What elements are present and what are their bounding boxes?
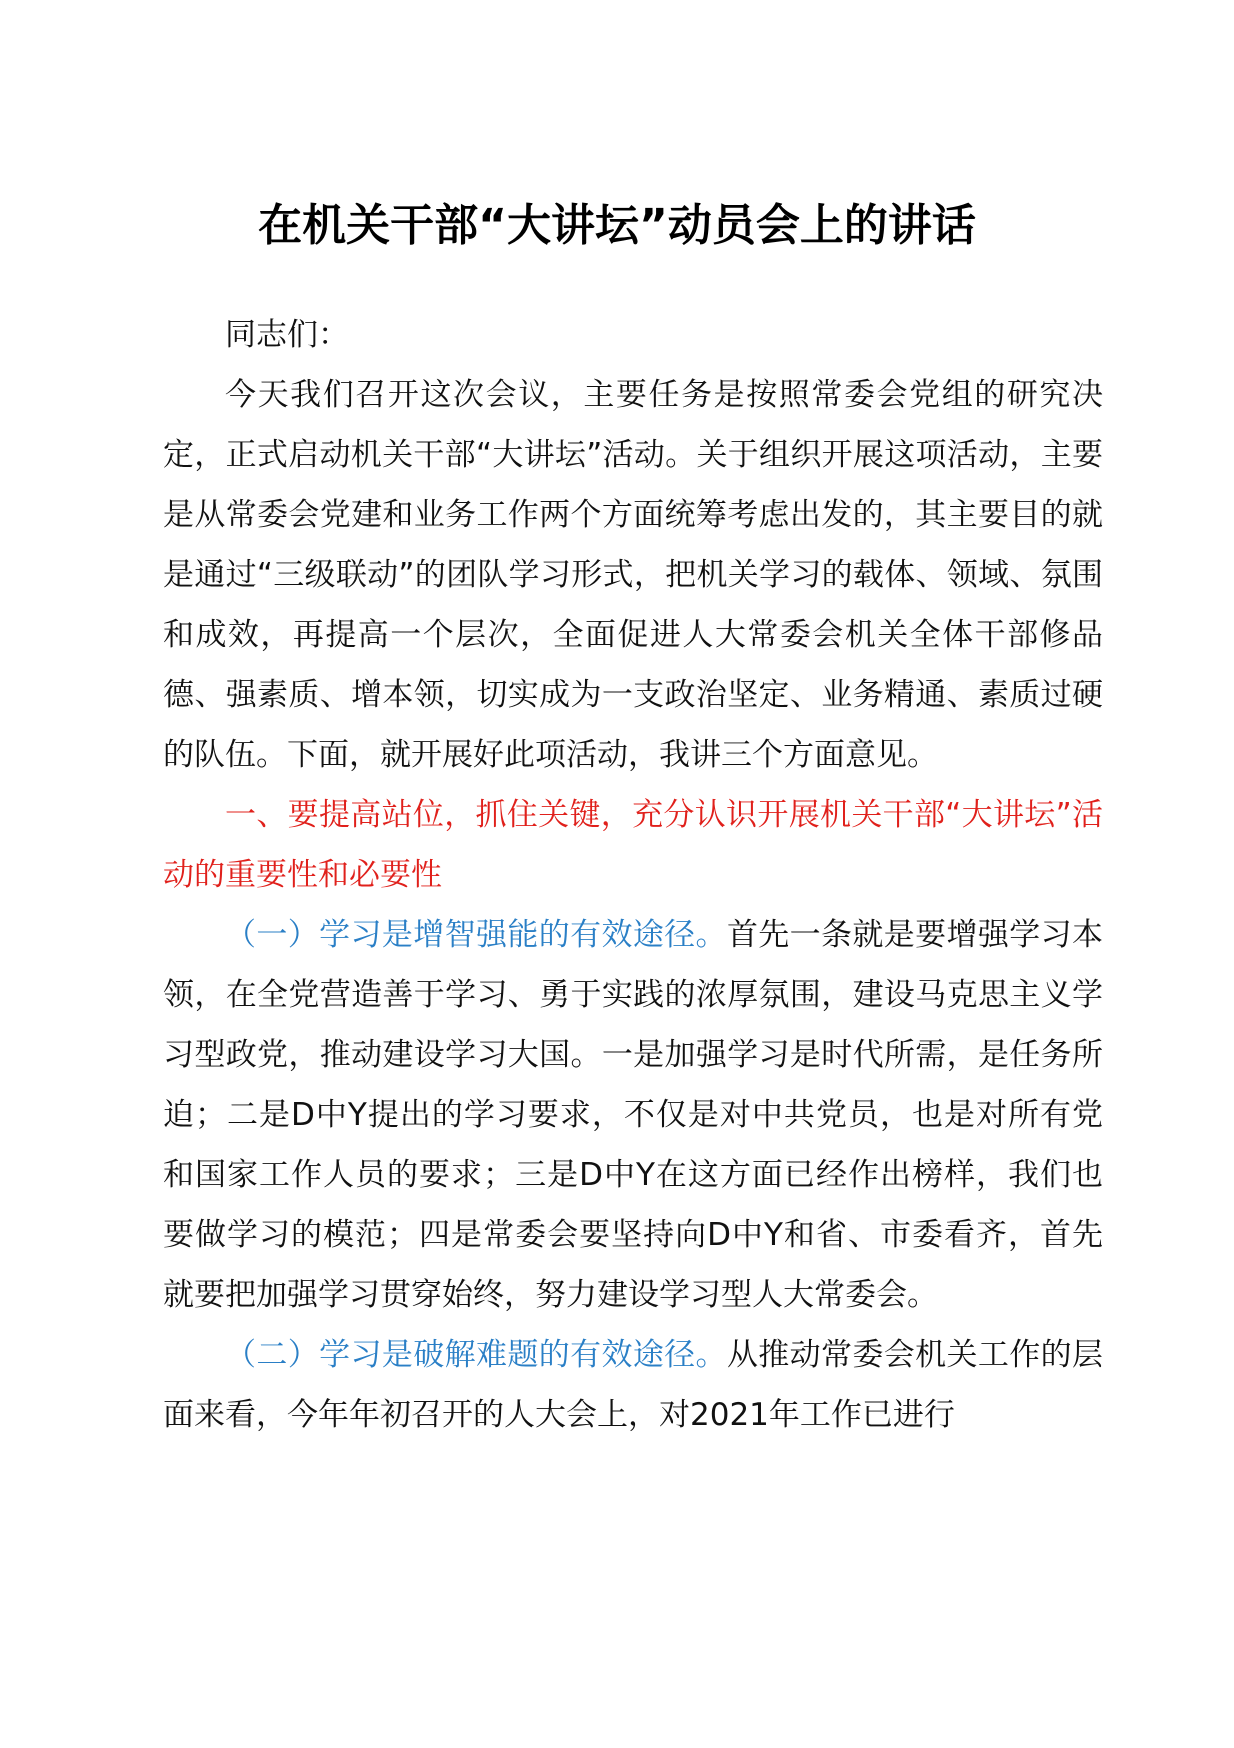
- intro-paragraph: 今天我们召开这次会议，主要任务是按照常委会党组的研究决定，正式启动机关干部“大讲坛”活动。关于组织开展这项活动，主要是从常委会党建和业务工作两个方面统筹考虑出发的，其主要目的就是通过“三级联动”的团队学习形式，把机关学习的载体、领域、氛围和成效，再提高一个层次，全面促进人大常委会机关全体干部修品德、强素质、增本领，切实成为一支政治坚定、业务精通、素质过硬的队伍。下面，就开展好此项活动，我讲三个方面意见。: [163, 377, 1103, 773]
- greeting-paragraph: 同志们：: [225, 317, 349, 353]
- subsection-paragraph-1: [163, 905, 1103, 1325]
- subsection-text-2: 从推动常委会机关工作的层面来看，今年年初召开的人大会上，对2021年工作已进行: [163, 1337, 1104, 1433]
- document-body: [163, 301, 1103, 1445]
- subsection-text-1: 首先一条就是要增强学习本领，在全党营造善于学习、勇于实践的浓厚氛围，建设马克思主义学习型政党，推动建设学习大国。一是加强学习是时代所需，是任务所迫；二是D中Y提出的学习要求，不仅是对中共党员，也是对所有党和国家工作人员的要求；三是D中Y在这方面已经作出榜样，我们也要做学习的模范；四是常委会要坚持向D中Y和省、市委看齐，首先就要把加强学习贯穿始终，努力建设学习型人大常委会。: [163, 917, 1104, 1313]
- subsection-label-2: （二）学习是破解难题的有效途径。: [225, 1337, 727, 1373]
- document-title: 在机关干部“大讲坛”动员会上的讲话: [258, 200, 976, 251]
- subsection-label-1: （一）学习是增智强能的有效途径。: [225, 917, 727, 953]
- subsection-paragraph-2: [163, 1325, 1103, 1445]
- section-heading-1: 一、要提高站位，抓住关键，充分认识开展机关干部“大讲坛”活动的重要性和必要性: [163, 797, 1103, 893]
